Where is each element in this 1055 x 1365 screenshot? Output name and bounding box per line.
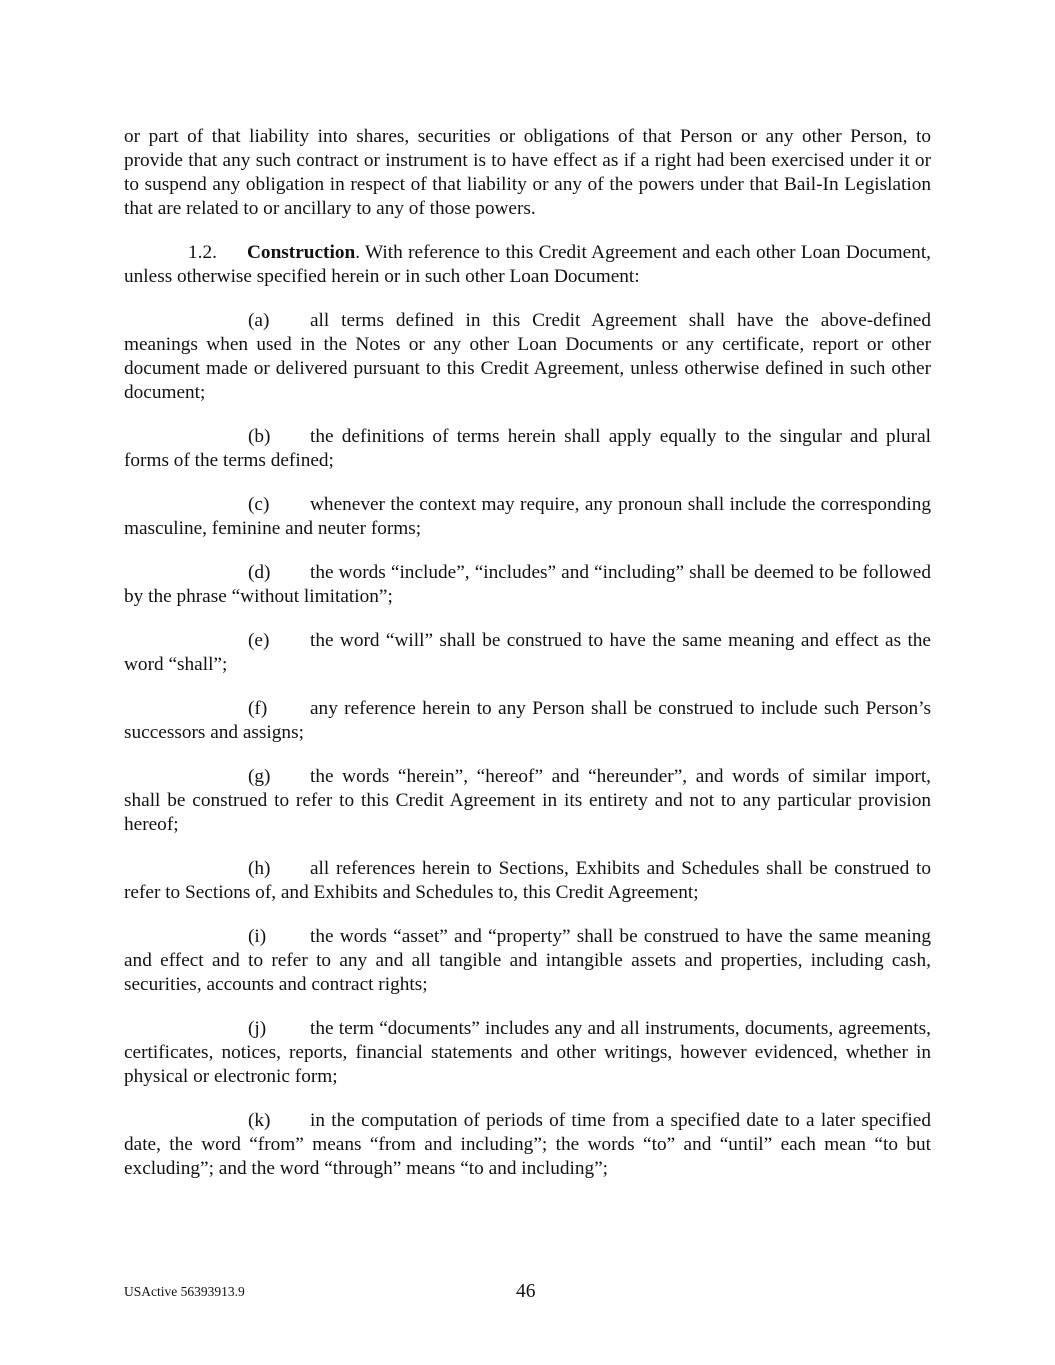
item-text: the word “will” shall be construed to have the same meaning and effect as the word “shall”; bbox=[124, 630, 931, 675]
item-text: the words “asset” and “property” shall be construed to have the same meaning and effect and to refer to any and all tangible and intangible assets and properties, including cash, securities, accounts and contract rights; bbox=[124, 926, 931, 995]
section-title: Construction bbox=[247, 242, 356, 263]
item-label: (f) bbox=[248, 698, 268, 719]
item-text: the term “documents” includes any and all instruments, documents, agreements, certificates, notices, reports, financial statements and other writings, however evidenced, whether in physical or electronic form; bbox=[124, 1018, 931, 1087]
item-text: in the computation of periods of time from a specified date to a later specified date, the word “from” means “from and including”; the words “to” and “until” each mean “to but excluding”; and the word “through” means “to and including”; bbox=[124, 1110, 931, 1179]
list-item bbox=[124, 493, 931, 541]
item-label: (d) bbox=[248, 562, 271, 583]
item-label: (g) bbox=[248, 766, 271, 787]
intro-paragraph: or part of that liability into shares, securities or obligations of that Person or any other Person, to provide that any such contract or instrument is to have effect as if a right had been exercised under it or to suspend any obligation in respect of that liability or any of the powers under that Bail-In Legislation that are related to or ancillary to any of those powers. bbox=[124, 126, 931, 219]
item-label: (k) bbox=[248, 1110, 271, 1131]
item-label: (j) bbox=[248, 1018, 267, 1039]
list-item bbox=[124, 1109, 931, 1181]
item-text: any reference herein to any Person shall be construed to include such Person’s successors and assigns; bbox=[124, 698, 931, 743]
item-label: (b) bbox=[248, 426, 271, 447]
list-item bbox=[124, 925, 931, 997]
list-item bbox=[124, 425, 931, 473]
item-text: the definitions of terms herein shall apply equally to the singular and plural forms of the terms defined; bbox=[124, 426, 931, 471]
document-body bbox=[124, 125, 931, 1201]
footer-document-id: USActive 56393913.9 bbox=[124, 1284, 245, 1299]
item-text: the words “herein”, “hereof” and “hereunder”, and words of similar import, shall be construed to refer to this Credit Agreement in its entirety and not to any particular provision hereof; bbox=[124, 766, 931, 835]
item-label: (e) bbox=[248, 630, 270, 651]
list-item bbox=[124, 629, 931, 677]
list-item bbox=[124, 857, 931, 905]
section-number: 1.2. bbox=[188, 242, 217, 263]
list-item bbox=[124, 1017, 931, 1089]
list-item bbox=[124, 765, 931, 837]
list-item bbox=[124, 697, 931, 745]
section-1-2-paragraph bbox=[124, 241, 931, 289]
item-label: (a) bbox=[248, 310, 270, 331]
item-text: all terms defined in this Credit Agreement shall have the above-defined meanings when used in the Notes or any other Loan Documents or any certificate, report or other document made or delivered pursuant to this Credit Agreement, unless otherwise defined in such other document; bbox=[124, 310, 931, 403]
list-item bbox=[124, 309, 931, 405]
item-label: (h) bbox=[248, 858, 271, 879]
section-text: . With reference to this Credit Agreement and each other Loan Document, unless otherwise specified herein or in such other Loan Document: bbox=[124, 242, 931, 287]
item-text: all references herein to Sections, Exhibits and Schedules shall be construed to refer to Sections of, and Exhibits and Schedules to, this Credit Agreement; bbox=[124, 858, 931, 903]
footer-page-number: 46 bbox=[516, 1281, 536, 1302]
item-label: (i) bbox=[248, 926, 267, 947]
item-text: whenever the context may require, any pronoun shall include the corresponding masculine, feminine and neuter forms; bbox=[124, 494, 931, 539]
item-text: the words “include”, “includes” and “including” shall be deemed to be followed by the phrase “without limitation”; bbox=[124, 562, 931, 607]
list-item bbox=[124, 561, 931, 609]
item-label: (c) bbox=[248, 494, 270, 515]
